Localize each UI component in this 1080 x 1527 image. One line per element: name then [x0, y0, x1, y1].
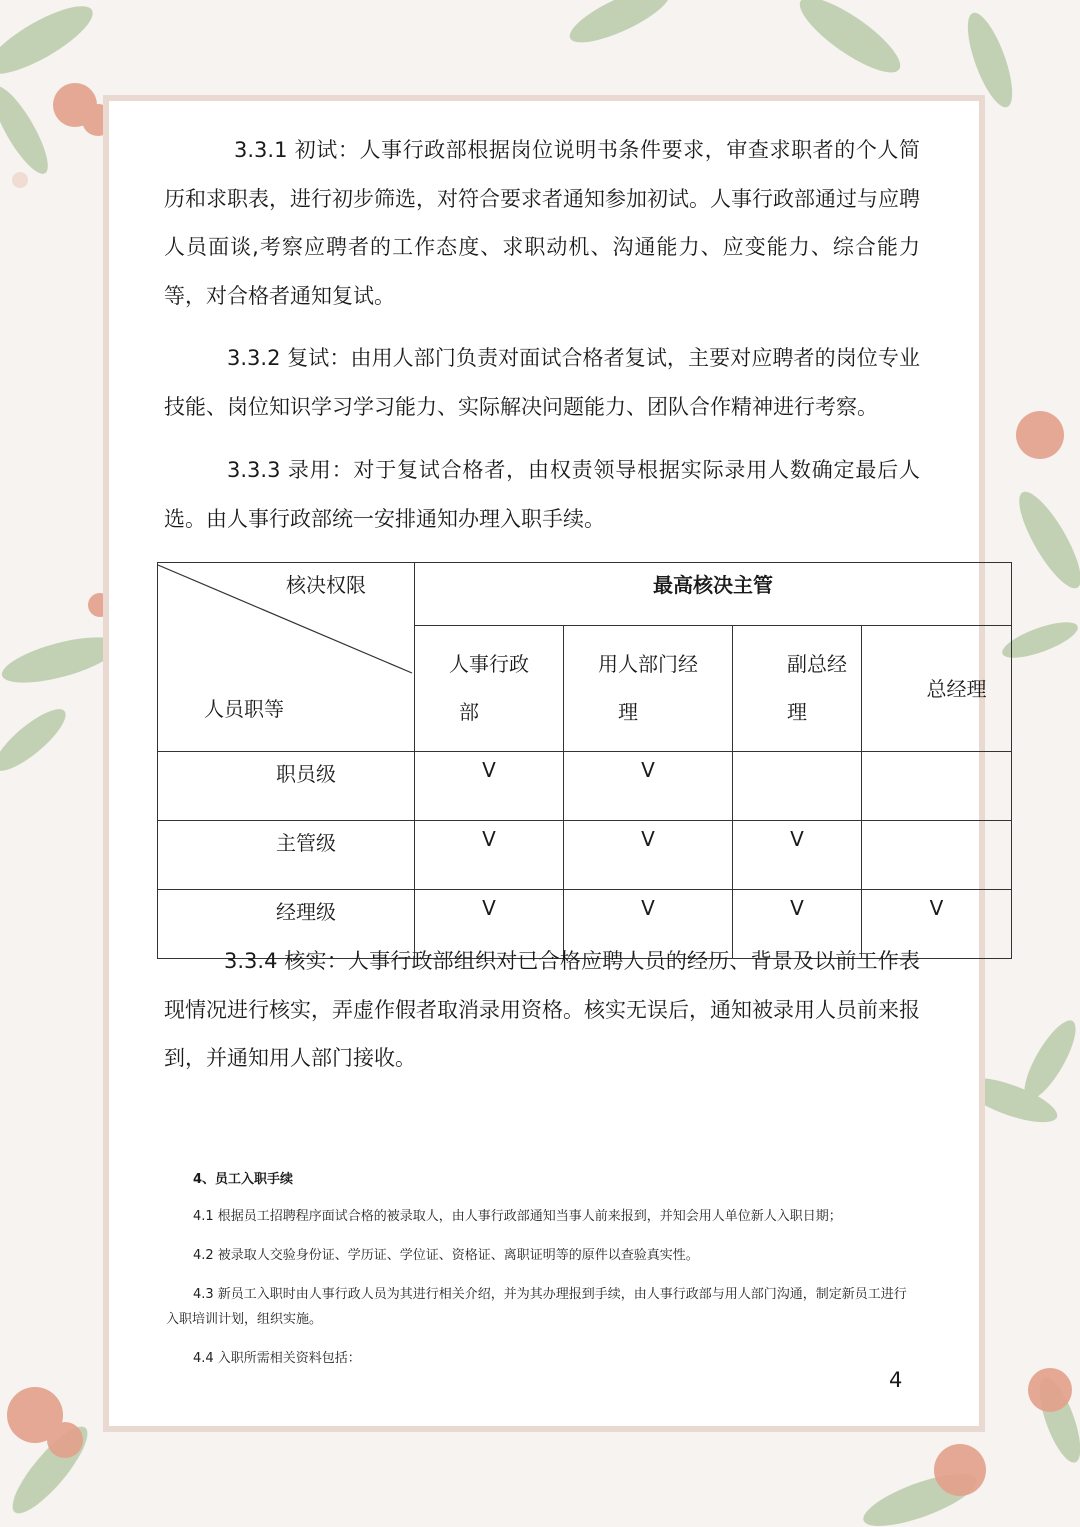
table-cell: V [733, 821, 862, 890]
corner-label-level: 人员职等 [204, 697, 284, 721]
column-header-line: 总经理 [926, 676, 987, 701]
column-header-line: 部 [459, 700, 479, 724]
section-4-item: 4.2 被录取人交验身份证、学历证、学位证、资格证、离职证明等的原件以查验真实性。 [193, 1248, 699, 1263]
table-cell: V [733, 890, 862, 959]
section-4-item: 4.4 入职所需相关资料包括： [193, 1351, 361, 1366]
approval-authority-table [157, 562, 1012, 959]
table-cell: V [415, 752, 564, 821]
table-cell: V [564, 752, 733, 821]
table-row [158, 752, 1012, 821]
page-number: 4 [889, 1368, 903, 1392]
row-label: 职员级 [158, 752, 415, 821]
column-header-dept-manager [564, 626, 733, 752]
row-label: 经理级 [158, 890, 415, 959]
column-header-line: 副总经 [787, 652, 847, 676]
table-header-main: 最高核决主管 [415, 563, 1012, 626]
table-cell: V [862, 890, 1012, 959]
section-4-title: 4、员工入职手续 [193, 1172, 294, 1187]
column-header-line: 人事行政 [449, 652, 529, 676]
table-cell [733, 752, 862, 821]
column-header-line: 理 [618, 700, 638, 724]
table-row [158, 821, 1012, 890]
corner-label-authority: 核决权限 [286, 573, 366, 597]
section-4-item: 4.1 根据员工招聘程序面试合格的被录取人，由人事行政部通知当事人前来报到，并知会用人单位新人入职日期； [193, 1209, 842, 1224]
table-corner-cell [158, 563, 415, 752]
column-header-hr [415, 626, 564, 752]
table-cell [862, 752, 1012, 821]
paragraph-3-3-4: 3.3.4 核实：人事行政部组织对已合格应聘人员的经历、背景及以前工作表现情况进行核实，弄虚作假者取消录用资格。核实无误后，通知被录用人员前来报到，并通知用人部门接收。 [164, 949, 920, 1070]
table-cell: V [415, 821, 564, 890]
table-cell: V [564, 821, 733, 890]
paragraph-3-3-2: 3.3.2 复试：由用人部门负责对面试合格者复试，主要对应聘者的岗位专业技能、岗位知识学习学习能力、实际解决问题能力、团队合作精神进行考察。 [164, 346, 920, 419]
table-cell: V [564, 890, 733, 959]
table-cell: V [415, 890, 564, 959]
column-header-gm [862, 626, 1012, 752]
paragraph-3-3-3: 3.3.3 录用：对于复试合格者，由权责领导根据实际录用人数确定最后人选。由人事行政部统一安排通知办理入职手续。 [164, 458, 920, 531]
column-header-line: 理 [787, 700, 807, 724]
column-header-vice-gm [733, 626, 862, 752]
section-4-item: 4.3 新员工入职时由人事行政人员为其进行相关介绍，并为其办理报到手续，由人事行政部与用人部门沟通，制定新员工进行入职培训计划，组织实施。 [166, 1287, 907, 1327]
paragraph-3-3-1: 3.3.1 初试：人事行政部根据岗位说明书条件要求，审查求职者的个人简历和求职表，进行初步筛选，对符合要求者通知参加初试。人事行政部通过与应聘人员面谈,考察应聘者的工作态度、求职动机、沟通能力、应变能力、综合能力等，对合格者通知复试。 [164, 138, 920, 308]
row-label: 主管级 [158, 821, 415, 890]
column-header-line: 用人部门经 [598, 652, 698, 676]
table-cell [862, 821, 1012, 890]
